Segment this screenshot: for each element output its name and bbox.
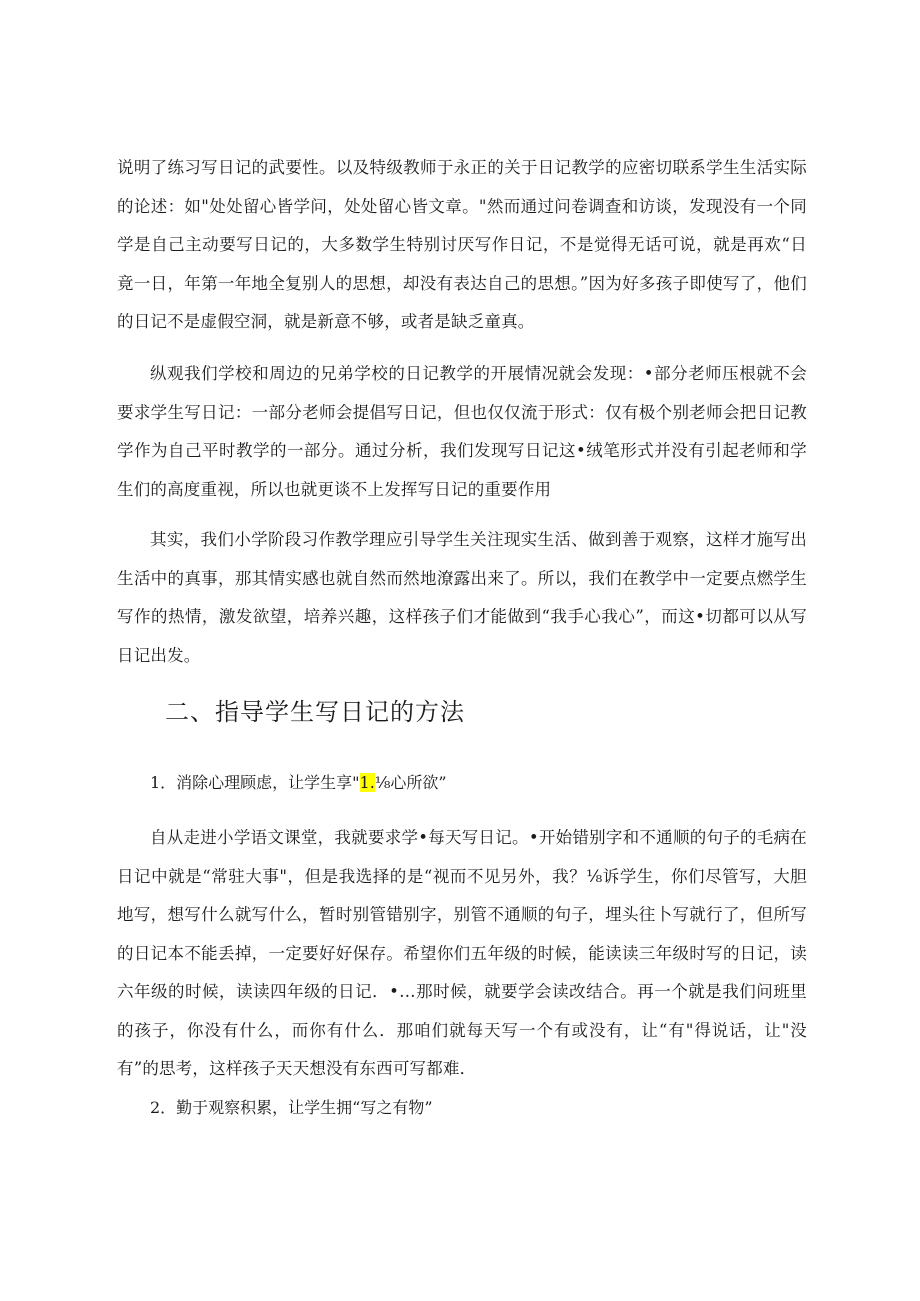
paragraph: 纵观我们学校和周边的兄弟学校的日记教学的开展情况就会发现：•部分老师压根就不会要求学生写日记：一部分老师会提倡写日记，但也仅仅流于形式：仅有极个别老师会把日记教学作为自己平时教学的一部分。通过分析，我们发现写日记这•绒笔形式并没有引起老师和学生们的高度重视，所以也就更谈不上发挥写日记的重要作用 [117,364,807,499]
paragraph: 其实，我们小学阶段习作教学理应引导学生关注现实生活、做到善于观察，这样才施写出生活中的真事，那其情实感也就自然而然地潦露出来了。所以，我们在教学中一定要点燃学生写作的热情，激发欲望，培养兴趣，这样孩子们才能做到“我手心我心”，而这•切都可以从写日记出发。 [117,530,807,665]
paragraph: 说明了练习写日记的武要性。以及特级教师于永正的关于日记教学的应密切联系学生生活实际的论述：如"处处留心皆学问，处处留心皆文章。"然而通过问卷调查和访谈，发现没有一个同学是自己主动要写日记的，大多数学生特别讨厌写作日记，不是觉得无话可说，就是再欢“日竟一日，年第一年地全复别人的思想，却没有表达自己的思想。”因为好多孩子即使写了，他们的日记不是虚假空洞，就是新意不够，或者是缺乏童真。 [117,158,807,331]
paragraph: 自从走进小学语文课堂，我就要求学•每天写日记。•开始错别字和不通顺的句子的毛病在日记中就是“常驻大事"，但是我选择的是“视而不见另外，我？⅛诉学生，你们尽管写，大胆地写，想写什么就写什么，暂时别管错别字，别管不通顺的句子，埋头往卜写就行了，但所写的日记本不能丢掉，一定要好好保存。希望你们五年级的时候，能读读三年级时写的日记，读六年级的时候，读读四年级的日记．•…那时候，就要学会读改结合。再一个就是我们问班里的孩子，你没有什么，而你有什么．那咱们就每天写一个有或没有，让“有"得说话，让"没有”的思考，这样孩子天天想没有东西可写都难． [117,828,807,1078]
subheading-2: 2．勤于观察积累，让学生拥“写之有物” [150,1098,433,1117]
highlighted-text: 1. [359,773,375,792]
subheading-1 [150,768,447,798]
section-heading: 二、指导学生写日记的方法 [165,698,465,726]
subheading-1-prefix: 1．消除心理顾虑，让学生享" [150,773,360,792]
subheading-1-suffix: ⅛心所欲” [374,773,447,792]
